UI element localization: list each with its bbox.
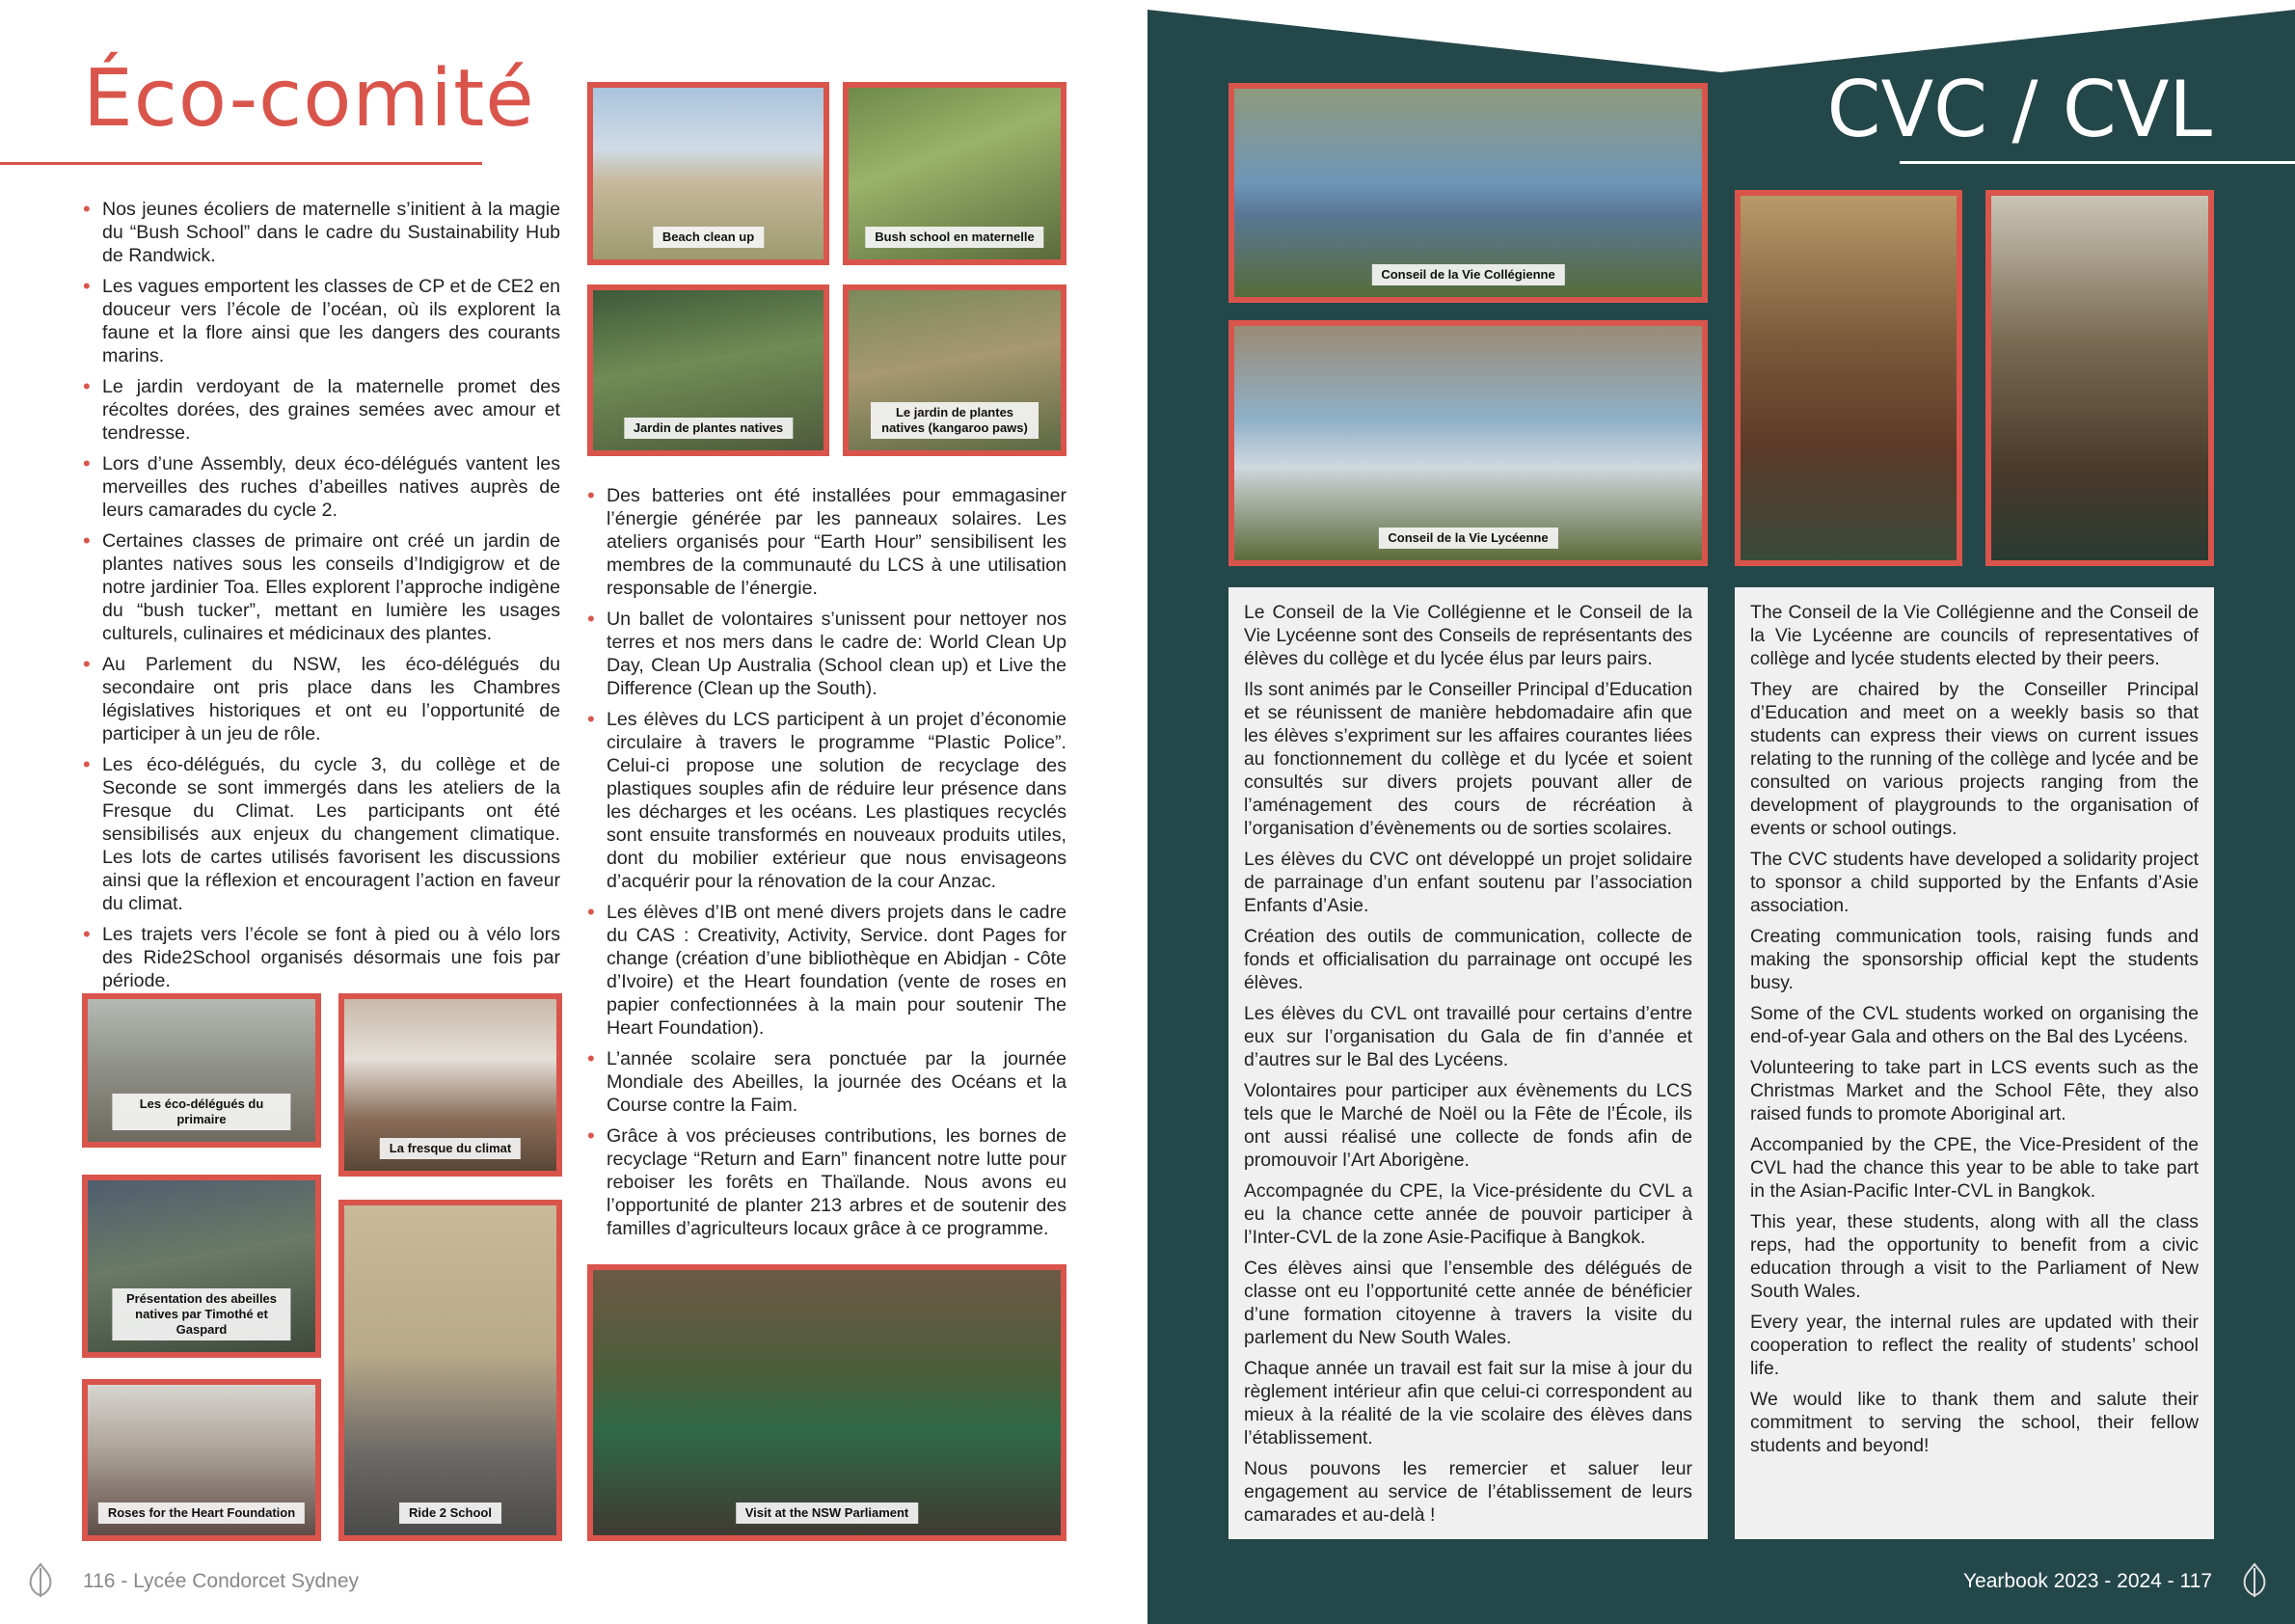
- paragraph: This year, these students, along with all the class reps, had the opportunity to benefit from a civic education through a visit to the Parliament of New South Wales.: [1750, 1211, 2199, 1302]
- bullet-item: • Un ballet de volontaires s’unissent pour nettoyer nos terres et nos mers dans le cadre de: World Clean Up Day, Clean Up Australia (School clean up) et Live the Difference (Clean up the South).: [587, 608, 1066, 700]
- paragraph: Chaque année un travail est fait sur la mise à jour du règlement intérieur afin que celui-ci correspondent au mieux à la réalité de la vie scolaire des élèves dans l’établissement.: [1244, 1358, 1692, 1448]
- caption: Conseil de la Vie Collégienne: [1371, 264, 1564, 285]
- paragraph: They are chaired by the Conseiller Principal d’Education and meet on a weekly basis so that students can express their views on current issues relating to the running of the collège and lycée and be consulted on various projects ranging from the development of playgrounds to the organisation of events or school outings.: [1750, 679, 2199, 839]
- paragraph: Creating communication tools, raising funds and making the sponsorship official kept the students busy.: [1750, 926, 2199, 993]
- bullet-item: • L’année scolaire sera ponctuée par la journée Mondiale des Abeilles, la journée des Océans et la Course contre la Faim.: [587, 1047, 1066, 1117]
- bullet-item: • Grâce à vos précieuses contributions, les bornes de recyclage “Return and Earn” financent notre lutte pour reboiser les forêts en Thaïlande. Nous avons eu l’opportunité de planter 213 arbres et de soutenir des familles d’agriculteurs locaux grâce à ce programme.: [587, 1124, 1066, 1240]
- bullet-item: • Les vagues emportent les classes de CP et de CE2 en douceur vers l’école de l’océan, où ils explorent la faune et la flore ainsi que les dangers des courants marins.: [83, 275, 560, 367]
- bullet-item: • Le jardin verdoyant de la maternelle promet des récoltes dorées, des graines semées avec amour et tendresse.: [83, 375, 560, 445]
- bullet-item: • Les trajets vers l’école se font à pied ou à vélo lors des Ride2School organisés désormais une fois par période.: [83, 923, 560, 992]
- page-footer: Yearbook 2023 - 2024 - 117: [1962, 1570, 2212, 1592]
- caption: Présentation des abeilles natives par Timothé et Gaspard: [112, 1288, 290, 1340]
- paragraph: The CVC students have developed a solidarity project to sponsor a child supported by the Enfants d’Asie association.: [1750, 849, 2199, 916]
- paragraph: Every year, the internal rules are updated with their cooperation to reflect the reality of students’ school life.: [1750, 1312, 2199, 1379]
- bullet-item: • Des batteries ont été installées pour emmagasiner l’énergie générée par les panneaux solaires. Les ateliers organisés pour “Earth Hour” sensibilisent les membres de la communauté du LCS à une utilisation responsable de l’énergie.: [587, 484, 1066, 600]
- paragraph: Le Conseil de la Vie Collégienne et le Conseil de la Vie Lycéenne sont des Conseils de représentants des élèves du collège et du lycée élus par leurs pairs.: [1244, 602, 1692, 669]
- photo-fresque-climat: [338, 993, 562, 1177]
- paragraph: The Conseil de la Vie Collégienne and the Conseil de la Vie Lycéenne are councils of representatives of collège and lycée students elected by their peers.: [1750, 602, 2199, 669]
- bullet-item: • Lors d’une Assembly, deux éco-délégués vantent les merveilles des ruches d’abeilles natives auprès de leurs camarades du cycle 2.: [83, 452, 560, 522]
- paragraph: Les élèves du CVL ont travaillé pour certains d’entre eux sur l’organisation du Gala de fin d’année et d’autres sur le Bal des Lycéens.: [1244, 1003, 1692, 1070]
- page-header-notch: [1148, 0, 2295, 72]
- page-title-eco-comite: Éco-comité: [83, 53, 535, 145]
- paragraph: Accompagnée du CPE, la Vice-présidente du CVL a eu la chance cette année de pouvoir participer à l’Inter-CVL de la zone Asie-Pacifique à Bangkok.: [1244, 1180, 1692, 1248]
- caption: Visit at the NSW Parliament: [736, 1502, 919, 1524]
- paragraph: Volontaires pour participer aux évènements du LCS tels que le Marché de Noël ou la Fête de l’École, ils ont aussi réalisé une collecte de fonds afin de promouvoir l’Art Aborigène.: [1244, 1080, 1692, 1171]
- photo-kangaroo-paws: [843, 284, 1066, 456]
- caption: Jardin de plantes natives: [624, 418, 793, 439]
- photo-bush-school: [843, 82, 1066, 265]
- caption: La fresque du climat: [380, 1138, 521, 1159]
- caption: Bush school en maternelle: [865, 227, 1043, 248]
- paragraph: Ils sont animés par le Conseiller Principal d’Education et se réunissent de manière hebdomadaire afin que les élèves s’expriment sur les affaires courantes liées au fonctionnement du collège et du lycée et soient consultés sur divers projets pouvant aller de l’aménagement des cours de récréation à l’organisation d’évènements ou de sorties scolaires.: [1244, 679, 1692, 839]
- paragraph: Les élèves du CVC ont développé un projet solidaire de parrainage d’un enfant soutenu par l’association Enfants d’Asie.: [1244, 849, 1692, 916]
- page-footer: 116 - Lycée Condorcet Sydney: [83, 1570, 360, 1592]
- english-text-box: [1735, 587, 2214, 1539]
- photo-eco-delegues-primaire: [82, 993, 321, 1148]
- right-page: [1148, 0, 2295, 1624]
- caption: Conseil de la Vie Lycéenne: [1378, 528, 1557, 549]
- title-underline: [1900, 161, 2295, 164]
- paragraph: Accompanied by the CPE, the Vice-President of the CVL had the chance this year to be able to take part in the Asian-Pacific Inter-CVL in Bangkok.: [1750, 1134, 2199, 1202]
- bullet-item: • Certaines classes de primaire ont créé un jardin de plantes natives sous les conseils d’Indigigrow et de notre jardinier Toa. Elles explorent l’approche indigène du “bush tucker”, mettant en lumière les usages culturels, culinaires et médicinaux des plantes.: [83, 529, 560, 645]
- leaf-logo-icon: [2235, 1560, 2274, 1599]
- french-text-box: [1228, 587, 1708, 1539]
- page-title-cvc-cvl: CVC / CVL: [1826, 65, 2212, 154]
- photo-conseil-vie-collegienne: [1228, 83, 1708, 303]
- photo-parliament-chamber: [1735, 190, 1962, 566]
- photo-conseil-vie-lyceenne: [1228, 320, 1708, 566]
- photo-roses-heart-foundation: [82, 1379, 321, 1541]
- leaf-logo-icon: [21, 1560, 60, 1599]
- bullet-item: • Les élèves du LCS participent à un projet d’économie circulaire à travers le programme “Plastic Police”. Celui-ci propose une solution de recyclage des plastiques souples afin de réduire leur présence dans les décharges et les océans. Les plastiques recyclés sont ensuite transformés en nouveaux produits utiles, dont du mobilier extérieur que nous envisageons d’acquérir pour la rénovation de la cour Anzac.: [587, 708, 1066, 893]
- paragraph: Ces élèves ainsi que l’ensemble des délégués de classe ont eu l’opportunité cette année de bénéficier d’une formation citoyenne à travers la visite du parlement du New South Wales.: [1244, 1258, 1692, 1348]
- photo-nsw-parliament: [587, 1264, 1066, 1541]
- photo-jardin-plantes-natives: [587, 284, 829, 456]
- photo-abeilles-natives: [82, 1175, 321, 1358]
- paragraph: We would like to thank them and salute their commitment to serving the school, their fellow students and beyond!: [1750, 1389, 2199, 1456]
- paragraph: Nous pouvons les remercier et saluer leur engagement au service de l’établissement de leurs camarades et au-delà !: [1244, 1458, 1692, 1526]
- caption: Le jardin de plantes natives (kangaroo paws): [871, 402, 1039, 439]
- photo-beach-clean-up: [587, 82, 829, 265]
- caption: Les éco-délégués du primaire: [112, 1094, 290, 1130]
- bullet-list-column-2: [587, 484, 1066, 1248]
- bullet-item: • Les élèves d’IB ont mené divers projets dans le cadre du CAS : Creativity, Activity, Service. dont Pages for change (création d’une bibliothèque en Abidjan - Côte d’Ivoire) et the Heart foundation (vente de roses en papier confectionnées à la main pour soutenir The Heart Foundation).: [587, 901, 1066, 1040]
- paragraph: Volunteering to take part in LCS events such as the Christmas Market and the School Fête, they also raised funds to promote Aboriginal art.: [1750, 1057, 2199, 1124]
- photo-ride-2-school: [338, 1200, 562, 1541]
- paragraph: Création des outils de communication, collecte de fonds et officialisation du parrainage ont occupé les élèves.: [1244, 926, 1692, 993]
- caption: Beach clean up: [653, 227, 764, 248]
- caption: Ride 2 School: [399, 1502, 501, 1524]
- caption: Roses for the Heart Foundation: [98, 1502, 305, 1524]
- photo-parliament-speech: [1985, 190, 2214, 566]
- paragraph: Some of the CVL students worked on organising the end-of-year Gala and others on the Bal des Lycéens.: [1750, 1003, 2199, 1047]
- bullet-item: • Les éco-délégués, du cycle 3, du collège et de Seconde se sont immergés dans les ateliers de la Fresque du Climat. Les participants ont été sensibilisés aux enjeux du changement climatique. Les lots de cartes utilisés favorisent les discussions ainsi que la réflexion et encouragent l’action en faveur du climat.: [83, 753, 560, 915]
- bullet-item: • Au Parlement du NSW, les éco-délégués du secondaire ont pris place dans les Chambres législatives historiques et ont eu l’opportunité de participer à un jeu de rôle.: [83, 653, 560, 745]
- title-underline: [0, 162, 482, 165]
- bullet-list-column-1: [83, 198, 560, 1000]
- bullet-item: • Nos jeunes écoliers de maternelle s’initient à la magie du “Bush School” dans le cadre du Sustainability Hub de Randwick.: [83, 198, 560, 267]
